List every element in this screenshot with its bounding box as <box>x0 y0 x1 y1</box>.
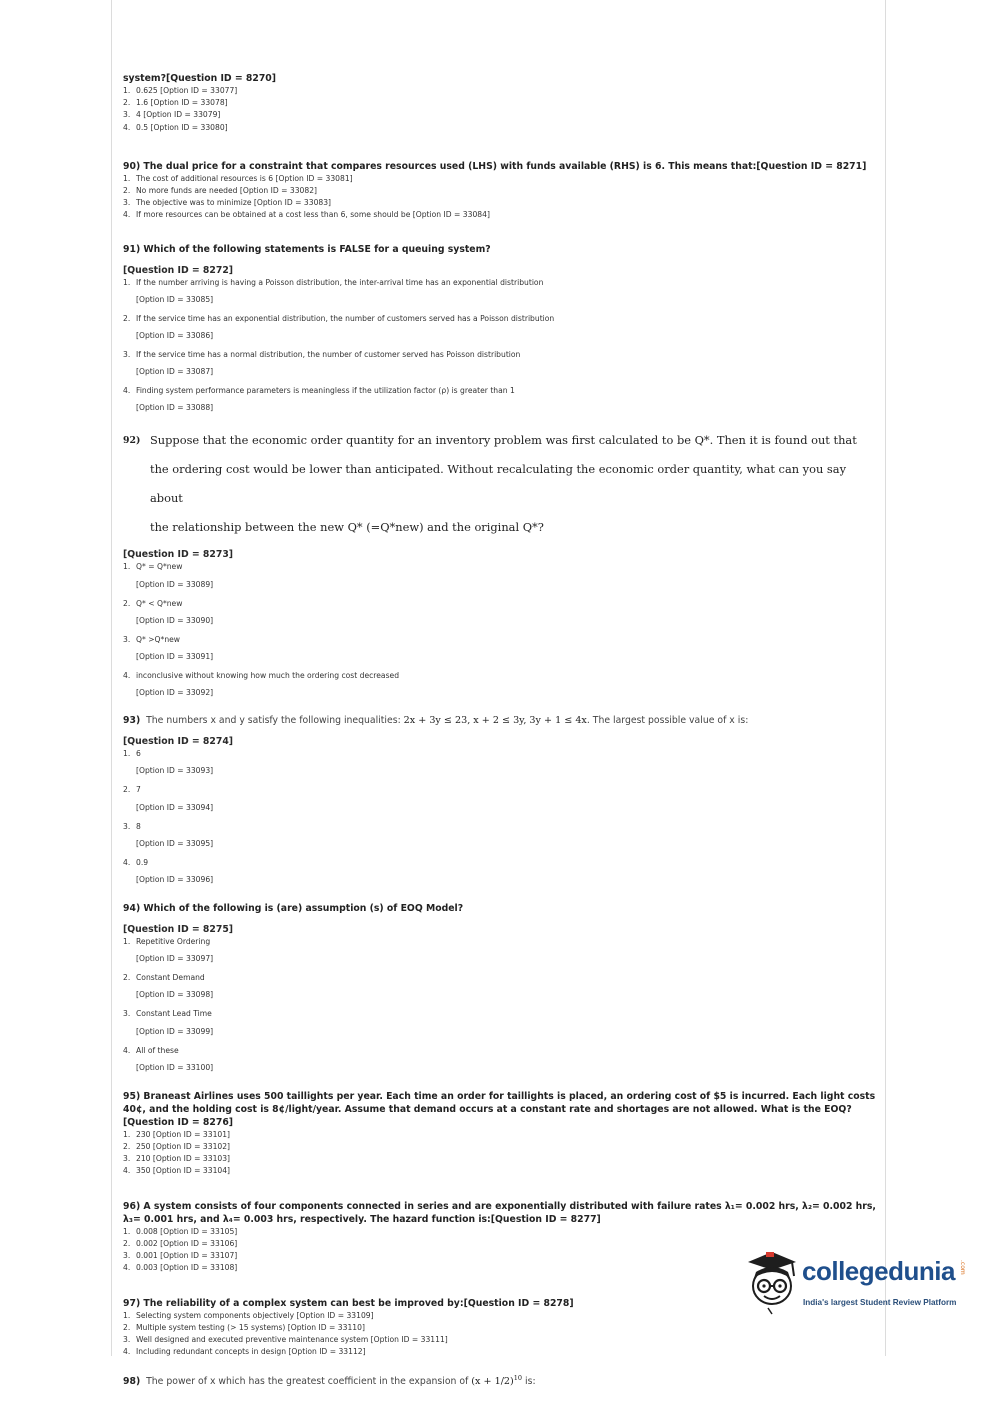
option: 2. 0.002 [Option ID = 33106] <box>123 1238 238 1248</box>
question-91-stem: 91) Which of the following statements is FALSE for a queuing system? <box>123 243 491 255</box>
question-94-stem: 94) Which of the following is (are) assumption (s) of EOQ Model? <box>123 903 464 915</box>
option: 4. Finding system performance parameters is meaningless if the utilization factor (ρ) is greater than 1 <box>123 386 515 396</box>
option-id: [Option ID = 33093] <box>136 766 214 776</box>
option: 2. 1.6 [Option ID = 33078] <box>123 98 228 108</box>
option-id: [Option ID = 33085] <box>136 294 214 304</box>
question-95 <box>123 1090 879 1178</box>
question-id: [Question ID = 8275] <box>123 924 234 936</box>
option: 3. Well designed and executed preventive maintenance system [Option ID = 33111] <box>123 1334 448 1344</box>
option: 2. 7 <box>123 785 141 795</box>
option: 3. 210 [Option ID = 33103] <box>123 1154 231 1164</box>
option: 3. Constant Lead Time <box>123 1009 212 1019</box>
option: 4. If more resources can be obtained at a cost less than 6, some should be [Option ID = 33084] <box>123 210 490 220</box>
option-id: [Option ID = 33090] <box>136 615 214 625</box>
option-id: [Option ID = 33094] <box>136 802 214 812</box>
question-93 <box>123 715 879 886</box>
binomial-exponent: 10 <box>513 1374 523 1383</box>
option: 4. 0.003 [Option ID = 33108] <box>123 1263 238 1273</box>
option: 2. 250 [Option ID = 33102] <box>123 1142 231 1152</box>
option: 1. Repetitive Ordering <box>123 937 211 947</box>
option-id: [Option ID = 33100] <box>136 1062 214 1072</box>
option-id: [Option ID = 33098] <box>136 990 214 1000</box>
binomial-formula: (x + 1/2) <box>471 1376 514 1388</box>
question-91 <box>123 243 879 415</box>
option: 1. If the number arriving is having a Poisson distribution, the inter-arrival time has an exponential distribution <box>123 277 544 287</box>
option: 1. 0.008 [Option ID = 33105] <box>123 1226 238 1236</box>
option: 2. If the service time has an exponential distribution, the number of customers served has a Poisson distribution <box>123 313 555 323</box>
option: 4. All of these <box>123 1045 179 1055</box>
option-id: [Option ID = 33091] <box>136 652 214 662</box>
question-98 <box>123 1374 879 1387</box>
option-id: [Option ID = 33087] <box>136 367 214 377</box>
option: 3. 4 [Option ID = 33079] <box>123 110 221 120</box>
option: 1. Q* = Q*new <box>123 562 183 572</box>
option-id: [Option ID = 33099] <box>136 1026 214 1036</box>
option: 3. The objective was to minimize [Option ID = 33083] <box>123 198 332 208</box>
option-id: [Option ID = 33095] <box>136 838 214 848</box>
option-id: [Option ID = 33097] <box>136 954 214 964</box>
question-paper <box>123 72 879 1409</box>
question-95-stem: 95) Braneast Airlines uses 500 taillights per year. Each time an order for taillights is placed, an ordering cost of $5 is incurred. Each light costs 40¢, and the holding cost is 8¢/light/year. Assume that demand occurs at a constant rate and shortages are not allowed. What is the EOQ?[Question ID = 8276] <box>123 1090 876 1128</box>
option: 3. 8 <box>123 821 141 831</box>
question-id: [Question ID = 8272] <box>123 264 234 276</box>
inequalities-formula: 2x + 3y ≤ 23, x + 2 ≤ 3y, 3y + 1 ≤ 4x <box>403 715 587 727</box>
option: 4. Including redundant concepts in design [Option ID = 33112] <box>123 1347 366 1357</box>
logo-wordmark: collegedunia <box>802 1256 955 1286</box>
option-id: [Option ID = 33089] <box>136 579 214 589</box>
option-id: [Option ID = 33088] <box>136 403 214 413</box>
question-89-stem: system?[Question ID = 8270] <box>123 73 277 84</box>
option: 4. inconclusive without knowing how much the ordering cost decreased <box>123 671 400 681</box>
mascot-icon <box>742 1248 804 1316</box>
question-94 <box>123 902 879 1074</box>
option-id: [Option ID = 33086] <box>136 331 214 341</box>
question-id: [Question ID = 8274] <box>123 736 234 748</box>
option: 2. No more funds are needed [Option ID = 33082] <box>123 186 318 196</box>
question-97-stem: 97) The reliability of a complex system can best be improved by:[Question ID = 8278] <box>123 1297 574 1309</box>
logo-tagline: India's largest Student Review Platform <box>803 1298 957 1307</box>
question-93-stem: 93) The numbers x and y satisfy the following inequalities: 2x + 3y ≤ 23, x + 2 ≤ 3y, 3y + 1 ≤ 4x. The largest possible value of x is: <box>123 715 749 727</box>
page-rule-left <box>111 0 112 1356</box>
option: 3. If the service time has a normal distribution, the number of customer served has Poisson distribution <box>123 350 521 360</box>
option: 1. The cost of additional resources is 6 [Option ID = 33081] <box>123 173 353 183</box>
option: 2. Q* < Q*new <box>123 598 183 608</box>
option-id: [Option ID = 33092] <box>136 688 214 698</box>
question-92 <box>123 426 879 699</box>
question-id: [Question ID = 8273] <box>123 549 234 561</box>
option: 2. Constant Demand <box>123 973 205 983</box>
question-89 <box>123 72 879 134</box>
option: 1. 6 <box>123 749 141 759</box>
option: 4. 0.9 <box>123 857 149 867</box>
option: 3. Q* >Q*new <box>123 634 181 644</box>
question-96-stem: 96) A system consists of four components connected in series and are exponentially distributed with failure rates λ₁= 0.002 hrs, λ₂= 0.002 hrs, λ₃= 0.001 hrs, and λ₄= 0.003 hrs, respectively. The hazard function is:[Question ID = 8277] <box>123 1200 876 1225</box>
option: 1. 230 [Option ID = 33101] <box>123 1129 231 1139</box>
question-92-stem: 92) Suppose that the economic order quantity for an inventory problem was first calculated to be Q*. Then it is found out that the ordering cost would be lower than anticipated. Without recalculating the economic order quantity, what can you say about the relationship between the new Q* (=Q*new) and the original Q*? <box>123 433 857 535</box>
option: 2. Multiple system testing (> 15 systems) [Option ID = 33110] <box>123 1322 365 1332</box>
option: 4. 350 [Option ID = 33104] <box>123 1166 231 1176</box>
question-90 <box>123 160 879 222</box>
option: 1. Selecting system components objectively [Option ID = 33109] <box>123 1310 374 1320</box>
option-id: [Option ID = 33096] <box>136 875 214 885</box>
question-90-stem: 90) The dual price for a constraint that compares resources used (LHS) with funds available (RHS) is 6. This means that:[Question ID = 8271] <box>123 160 867 172</box>
collegedunia-logo <box>742 1248 982 1316</box>
page-rule-right <box>885 0 886 1356</box>
logo-domain: .com <box>959 1260 966 1275</box>
option: 4. 0.5 [Option ID = 33080] <box>123 122 228 132</box>
option: 1. 0.625 [Option ID = 33077] <box>123 86 238 95</box>
question-98-stem: 98) The power of x which has the greatest coefficient in the expansion of $(x + 1/2)^{10}$ is: <box>123 1374 536 1388</box>
option: 3. 0.001 [Option ID = 33107] <box>123 1251 238 1261</box>
